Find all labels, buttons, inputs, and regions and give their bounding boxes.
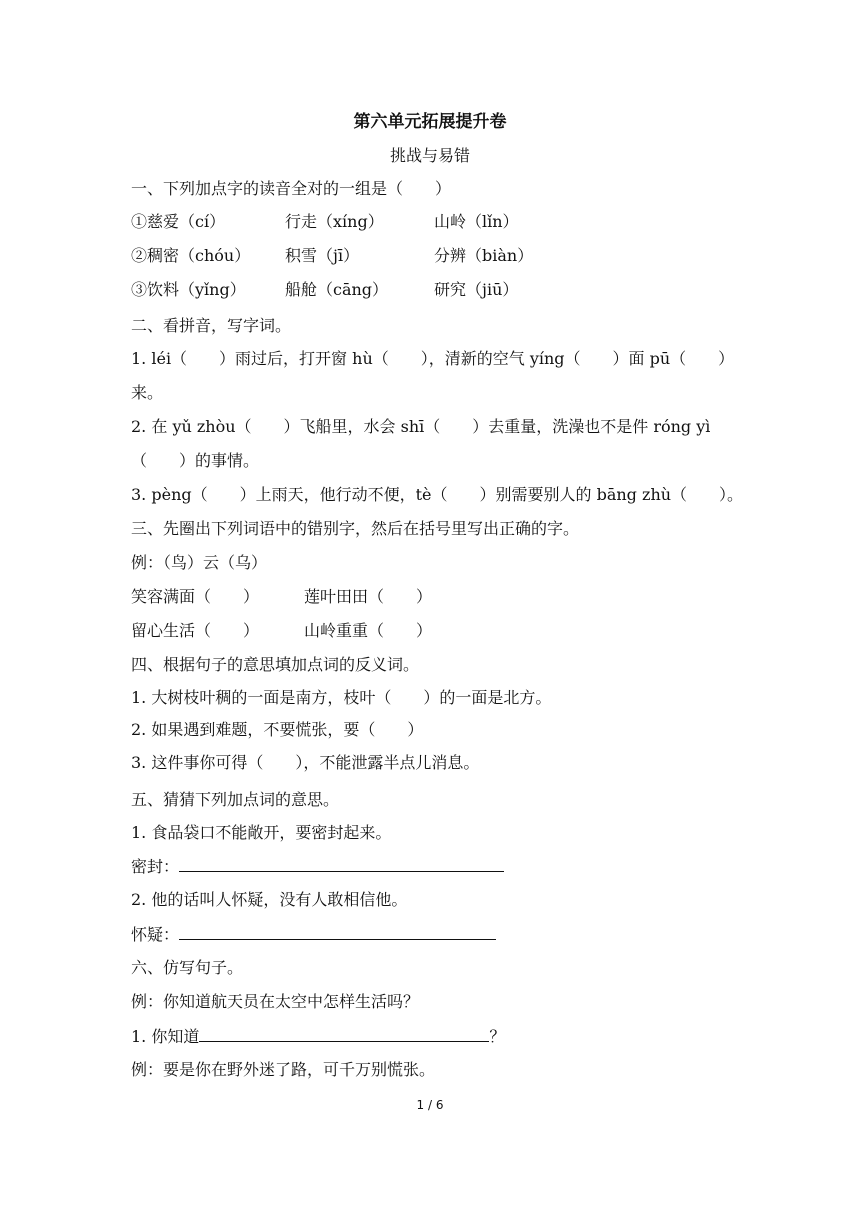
- page-number: 1 / 6: [416, 1098, 444, 1112]
- q2-item-3: 3. pèng（ ）上雨天，他行动不便，tè（ ）别需要别人的 bāng zhù（ ）。: [131, 485, 744, 504]
- q1-option: 山岭（lǐn）: [434, 212, 519, 231]
- q1-option: ②稠密（chóu）: [131, 246, 251, 265]
- q6-heading: 六、仿写句子。: [131, 958, 244, 977]
- q3-item: 笑容满面（ ）: [131, 587, 260, 606]
- q6-item-1-prefix: 1. 你知道: [131, 1027, 200, 1046]
- q1-heading: 一、下列加点字的读音全对的一组是（ ）: [131, 179, 452, 198]
- q5-answer-label-1: 密封：: [131, 857, 180, 876]
- q1-option: 研究（jiū）: [434, 280, 519, 299]
- q1-option: 行走（xíng）: [285, 212, 384, 231]
- q6-example-2: 例：要是你在野外迷了路，可千万别慌张。: [131, 1060, 436, 1079]
- q5-answer-blank-2[interactable]: [179, 923, 496, 940]
- q3-row-1: [131, 586, 432, 608]
- q2-item-1-cont: 来。: [131, 383, 164, 402]
- q3-item: 莲叶田田（ ）: [304, 587, 433, 606]
- q1-option: 积雪（jī）: [285, 246, 360, 265]
- q5-answer-blank-1[interactable]: [179, 855, 504, 872]
- q6-item-1-suffix: ？: [489, 1027, 506, 1046]
- q5-heading: 五、猜猜下列加点词的意思。: [131, 790, 340, 809]
- q5-item-2: 2. 他的话叫人怀疑，没有人敢相信他。: [131, 890, 408, 909]
- q1-option: 分辨（biàn）: [434, 246, 534, 265]
- q2-item-2: 2. 在 yǔ zhòu（ ）飞船里，水会 shī（ ）去重量，洗澡也不是件 róng yì: [131, 417, 711, 436]
- q2-item-1: 1. léi（ ）雨过后，打开窗 hù（ ），清新的空气 yíng（ ）面 pū（ ）: [131, 349, 735, 368]
- q3-row-2: [131, 620, 432, 642]
- q3-item: 留心生活（ ）: [131, 621, 260, 640]
- q1-row-1: [131, 211, 519, 233]
- q1-option: ③饮料（yǐng）: [131, 280, 246, 299]
- q5-answer-label-2: 怀疑：: [131, 925, 180, 944]
- q3-item: 山岭重重（ ）: [304, 621, 433, 640]
- q1-row-3: [131, 279, 518, 301]
- q5-answer-row-1: [131, 855, 504, 878]
- q1-option: 船舱（cāng）: [285, 280, 389, 299]
- q3-heading: 三、先圈出下列词语中的错别字，然后在括号里写出正确的字。: [131, 519, 580, 538]
- q6-answer-blank-1[interactable]: [199, 1025, 489, 1042]
- q5-item-1: 1. 食品袋口不能敞开，要密封起来。: [131, 823, 392, 842]
- page-subtitle: 挑战与易错: [389, 146, 470, 165]
- q2-item-2-cont: （ ）的事情。: [131, 451, 260, 470]
- q4-item-1: 1. 大树枝叶稠的一面是南方，枝叶（ ）的一面是北方。: [131, 688, 552, 707]
- q6-example-1: 例：你知道航天员在太空中怎样生活吗？: [131, 992, 420, 1011]
- q4-item-2: 2. 如果遇到难题，不要慌张，要（ ）: [131, 720, 424, 739]
- q1-row-2: [131, 245, 533, 267]
- q2-heading: 二、看拼音，写字词。: [131, 316, 292, 335]
- page-title: 第六单元拓展提升卷: [353, 112, 507, 132]
- q4-item-3: 3. 这件事你可得（ ），不能泄露半点儿消息。: [131, 753, 480, 772]
- q6-item-1: [131, 1025, 505, 1048]
- q1-option: ①慈爱（cí）: [131, 212, 226, 231]
- q3-example: 例：（鸟）云（乌）: [131, 553, 268, 572]
- q5-answer-row-2: [131, 923, 496, 946]
- q4-heading: 四、根据句子的意思填加点词的反义词。: [131, 655, 420, 674]
